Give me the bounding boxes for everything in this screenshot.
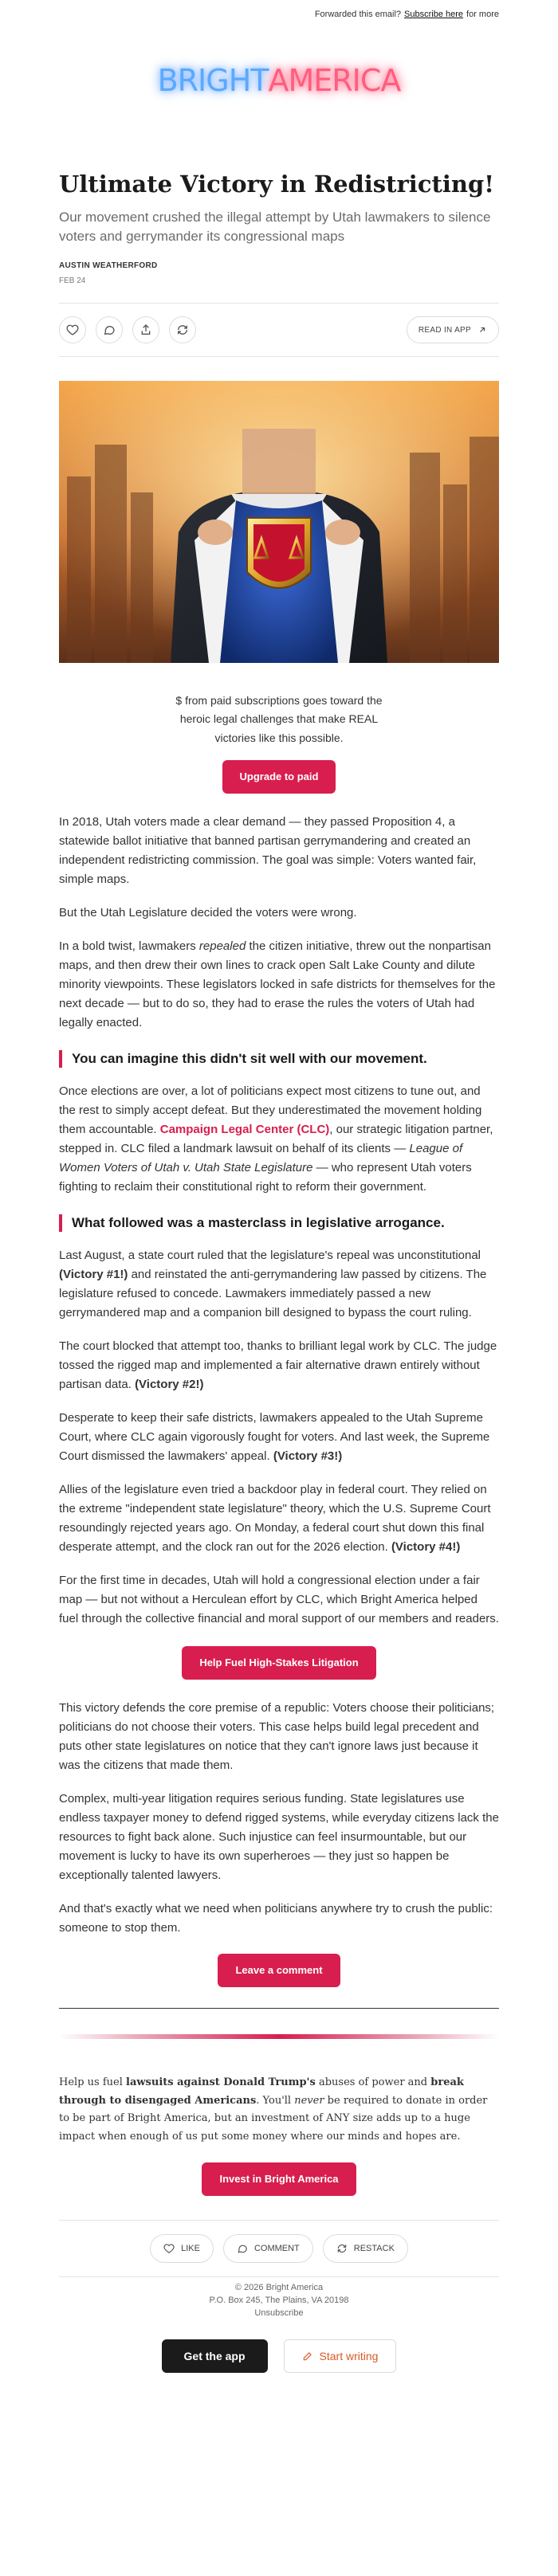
post-content — [59, 171, 499, 2373]
subscribe-link[interactable]: Subscribe here — [404, 10, 464, 19]
divider — [59, 2008, 499, 2009]
post-date: FEB 24 — [59, 276, 86, 286]
superhero-scales-of-justice-image — [59, 381, 499, 663]
copyright: © 2026 Bright America — [234, 2282, 324, 2292]
hero-image[interactable] — [59, 381, 499, 663]
paragraph: In 2018, Utah voters made a clear demand — they passed Proposition 4, a statewide ballot initiative that banned partisan gerrymandering and created an independent redistricting commission. The goal was simple: Voters wanted fair, simple maps. — [59, 814, 477, 886]
footer-restack-button[interactable] — [323, 2234, 408, 2263]
restack-label: RESTACK — [353, 2243, 395, 2253]
paragraph: But the Utah Legislature decided the voters were wrong. — [59, 905, 357, 919]
bottom-buttons — [59, 2339, 499, 2373]
arrow-up-right-icon — [477, 325, 487, 335]
like-label: LIKE — [181, 2243, 200, 2253]
forward-bar — [0, 0, 558, 29]
comment-icon — [237, 2243, 248, 2254]
heart-icon — [66, 323, 79, 336]
paragraph: This victory defends the core premise of a republic: Voters choose their politicians; politicians do not choose their voters. This case helps build legal precedent and puts other state legislatures on notice that they can't ignore laws just because it was the citizens that made them. — [59, 1700, 495, 1772]
pencil-icon — [302, 2351, 313, 2362]
heart-icon — [163, 2243, 175, 2254]
logo-america: AMERICA — [268, 63, 401, 98]
paragraph: Complex, multi-year litigation requires serious funding. State legislatures use endless taxpayer money to defend rigged systems, while everyday citizens lack the resources to fight back alone. Such injustice can feel insurmountable, but our movement is lucky to have its own superheroes — they just so happen be exceptionally talented lawyers. — [59, 1791, 499, 1882]
post-subtitle: Our movement crushed the illegal attempt by Utah lawmakers to silence voters and gerrymander its congressional maps — [59, 209, 491, 244]
post-body — [59, 813, 499, 1987]
paragraph: Once elections are over, a lot of politicians expect most citizens to tune out, and the rest to simply accept defeat. But they underestimated the movement holding them accountable. Campaign Legal Center (CLC), our strategic litigation partner, stepped in. CLC filed a landmark lawsuit on behalf of its clients — League of Women Voters of Utah v. Utah State Legislature — who represent Utah voters fighting to reclaim their constitutional right to reform their government. — [59, 1084, 493, 1194]
upgrade-to-paid-button[interactable]: Upgrade to paid — [222, 760, 336, 794]
comment-label: COMMENT — [253, 2243, 300, 2253]
restack-icon — [176, 323, 189, 336]
section-heading: What followed was a masterclass in legislative arrogance. — [59, 1214, 499, 1232]
comment-button[interactable] — [96, 316, 123, 343]
like-button[interactable] — [59, 316, 86, 343]
paragraph: Last August, a state court ruled that the legislature's repeal was unconstitutional (Victory #1!) and reinstated the anti-gerrymandering law passed by citizens. The legislature refused to concede. Lawmakers immediately passed a new gerrymandered map and a companion bill designed to bypass the court ruling. — [59, 1248, 487, 1319]
paragraph: And that's exactly what we need when politicians anywhere try to crush the public: someone to stop them. — [59, 1901, 493, 1935]
clc-link[interactable]: Campaign Legal Center (CLC) — [159, 1122, 330, 1136]
help-fuel-litigation-button[interactable]: Help Fuel High-Stakes Litigation — [182, 1646, 375, 1680]
post-author[interactable]: AUSTIN WEATHERFORD — [59, 261, 158, 271]
forward-prefix: Forwarded this email? — [314, 10, 402, 19]
invest-button[interactable]: Invest in Bright America — [202, 2162, 356, 2196]
start-writing-button[interactable] — [284, 2339, 397, 2373]
read-in-app-button[interactable] — [407, 316, 499, 343]
address: P.O. Box 245, The Plains, VA 20198 — [209, 2295, 349, 2305]
restack-button[interactable] — [169, 316, 196, 343]
share-button[interactable] — [132, 316, 159, 343]
forward-suffix: for more — [466, 10, 499, 19]
comment-icon — [103, 323, 116, 336]
footer-comment-button[interactable] — [223, 2234, 313, 2263]
footer-info — [59, 2282, 499, 2320]
paid-cta-text: $ from paid subscriptions goes toward the heroic legal challenges that make REAL victories like this possible. — [175, 694, 383, 744]
leave-comment-button[interactable]: Leave a comment — [218, 1954, 340, 1987]
share-icon — [140, 323, 152, 336]
paragraph: For the first time in decades, Utah will hold a congressional election under a fair map — but not without a Herculean effort by CLC, which Bright America helped fuel through the collective financial and moral support of our members and readers. — [59, 1573, 499, 1625]
post-action-bar — [59, 303, 499, 357]
paragraph: In a bold twist, lawmakers repealed the citizen initiative, threw out the nonpartisan maps, and then drew their own lines to crack open Salt Lake County and dilute minority viewpoints. These legislators locked in safe districts for themselves for the next decade — but to do so, they had to erase the rules the voters of Utah had legally enacted. — [59, 939, 496, 1029]
publication-logo[interactable] — [0, 29, 558, 132]
glow-divider — [59, 2034, 499, 2039]
paragraph: Allies of the legislature even tried a backdoor play in federal court. They relied on the extreme "independent state legislature" theory, which the U.S. Supreme Court resoundingly rejected years ago. On Monday, a federal court shut down this final desperate attempt, and the clock ran out for the 2026 election. (Victory #4!) — [59, 1482, 491, 1554]
footer-action-bar — [59, 2220, 499, 2277]
paragraph: Desperate to keep their safe districts, lawmakers appealed to the Utah Supreme Court, where CLC again vigorously fought for voters. And last week, the Supreme Court dismissed the lawmakers' appeal. (Victory #3!) — [59, 1410, 490, 1463]
footer-like-button[interactable] — [150, 2234, 214, 2263]
paragraph: The court blocked that attempt too, thanks to brilliant legal work by CLC. The judge tossed the rigged map and implemented a fair alternative drawn entirely without partisan data. (Victory #2!) — [59, 1339, 497, 1391]
section-heading: You can imagine this didn't sit well with our movement. — [59, 1050, 499, 1068]
unsubscribe-link[interactable]: Unsubscribe — [254, 2307, 304, 2318]
post-title[interactable]: Ultimate Victory in Redistricting! — [59, 171, 494, 198]
logo-bright: BRIGHT — [157, 63, 269, 98]
donation-appeal: Help us fuel lawsuits against Donald Trump's abuses of power and break through to disengaged Americans. You'll never be required to donate in order to be part of Bright America, but an investment of ANY size adds up to a huge impact when enough of us put some money where our minds and hopes are. — [59, 2076, 488, 2143]
restack-icon — [336, 2243, 348, 2254]
get-the-app-button[interactable]: Get the app — [162, 2339, 268, 2373]
start-writing-label: Start writing — [319, 2349, 379, 2362]
read-in-app-label: READ IN APP — [418, 325, 471, 335]
